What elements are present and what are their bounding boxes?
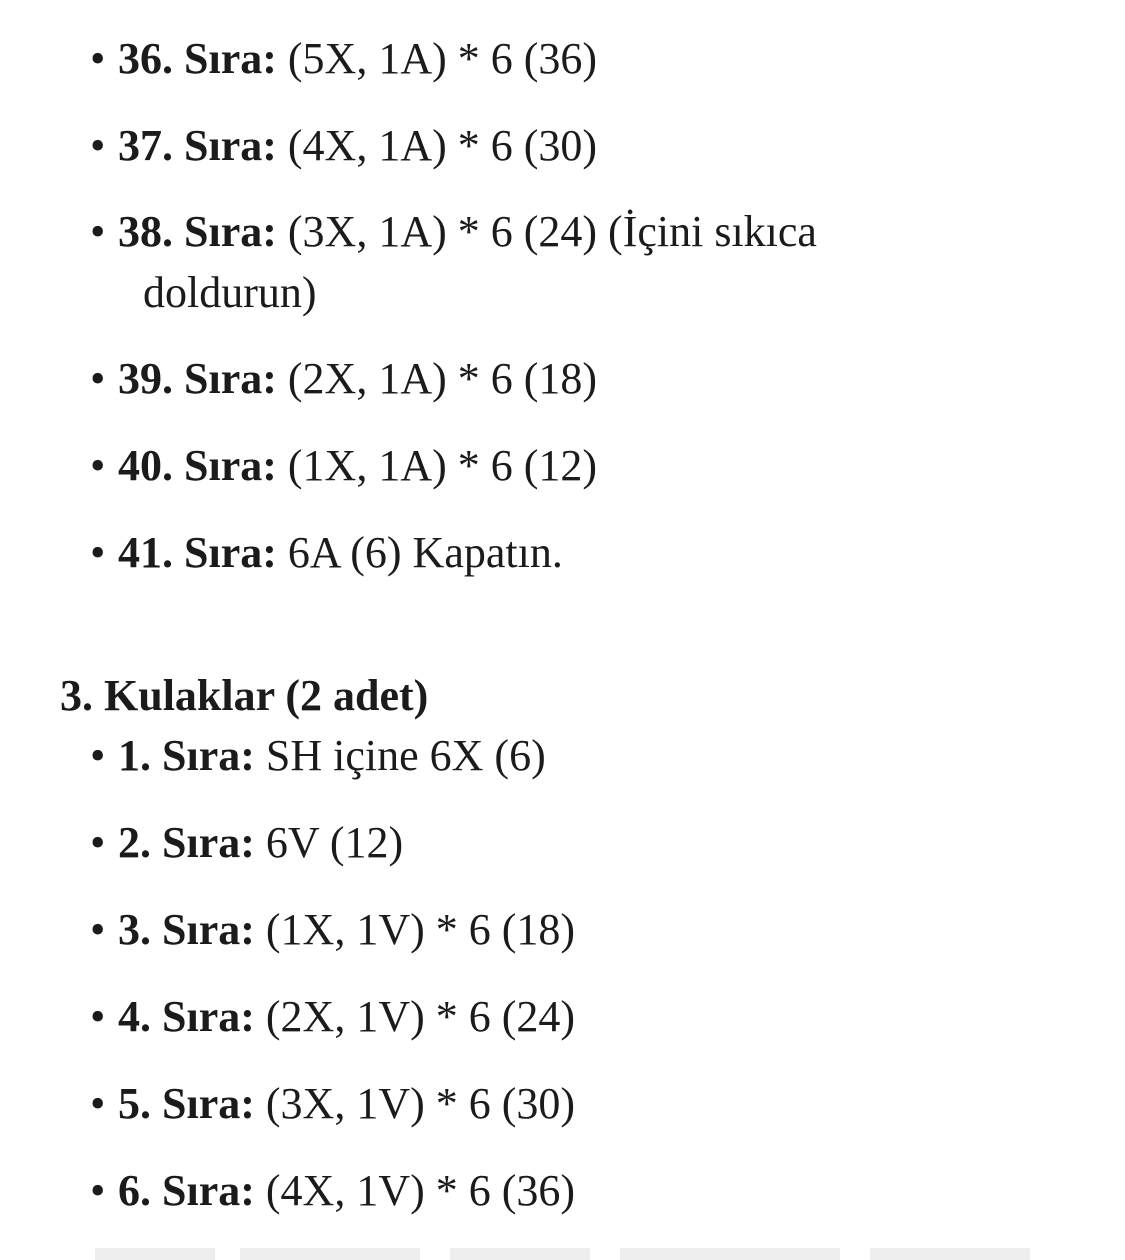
row-text: SH içine 6X (6) — [254, 731, 546, 780]
bullet: • — [90, 528, 106, 577]
row-label: 3. Sıra: — [118, 905, 255, 954]
row-text: (3X, 1V) * 6 (30) — [254, 1079, 576, 1128]
bullet: • — [90, 992, 106, 1041]
list-item — [90, 523, 563, 583]
row-text: 6A (6) Kapatın. — [276, 528, 563, 577]
list-item — [90, 987, 575, 1047]
row-label: 1. Sıra: — [118, 731, 255, 780]
row-label: 5. Sıra: — [118, 1079, 255, 1128]
row-text: 6V (12) — [254, 818, 404, 867]
row-text: (1X, 1V) * 6 (18) — [254, 905, 576, 954]
list-item — [90, 726, 546, 786]
bullet: • — [90, 207, 106, 256]
list-item — [90, 29, 597, 89]
row-text: (4X, 1A) * 6 (30) — [276, 121, 598, 170]
row-text: (5X, 1A) * 6 (36) — [276, 34, 598, 83]
bullet: • — [90, 441, 106, 490]
row-label: 38. Sıra: — [118, 207, 277, 256]
row-text-continuation: doldurun) — [143, 268, 317, 317]
cutoff-text-fragment — [0, 1248, 1125, 1260]
list-item — [90, 813, 403, 873]
row-text: (2X, 1A) * 6 (18) — [276, 354, 598, 403]
list-item — [90, 900, 575, 960]
row-text: (1X, 1A) * 6 (12) — [276, 441, 598, 490]
list-item — [90, 1161, 575, 1221]
row-text: (4X, 1V) * 6 (36) — [254, 1166, 576, 1215]
row-label: 4. Sıra: — [118, 992, 255, 1041]
row-label: 41. Sıra: — [118, 528, 277, 577]
row-label: 37. Sıra: — [118, 121, 277, 170]
row-text: (2X, 1V) * 6 (24) — [254, 992, 576, 1041]
list-item — [90, 349, 597, 409]
bullet: • — [90, 1166, 106, 1215]
row-label: 39. Sıra: — [118, 354, 277, 403]
bullet: • — [90, 121, 106, 170]
row-text: (3X, 1A) * 6 (24) (İçini sıkıca — [276, 207, 817, 256]
section-heading: 3. Kulaklar (2 adet) — [60, 671, 429, 720]
bullet: • — [90, 354, 106, 403]
list-item — [90, 116, 597, 176]
row-label: 6. Sıra: — [118, 1166, 255, 1215]
row-label: 2. Sıra: — [118, 818, 255, 867]
row-label: 36. Sıra: — [118, 34, 277, 83]
bullet: • — [90, 34, 106, 83]
bullet: • — [90, 731, 106, 780]
list-item — [90, 436, 597, 496]
list-item — [90, 1074, 575, 1134]
bullet: • — [90, 818, 106, 867]
list-item — [90, 202, 817, 262]
bullet: • — [90, 1079, 106, 1128]
row-label: 40. Sıra: — [118, 441, 277, 490]
bullet: • — [90, 905, 106, 954]
